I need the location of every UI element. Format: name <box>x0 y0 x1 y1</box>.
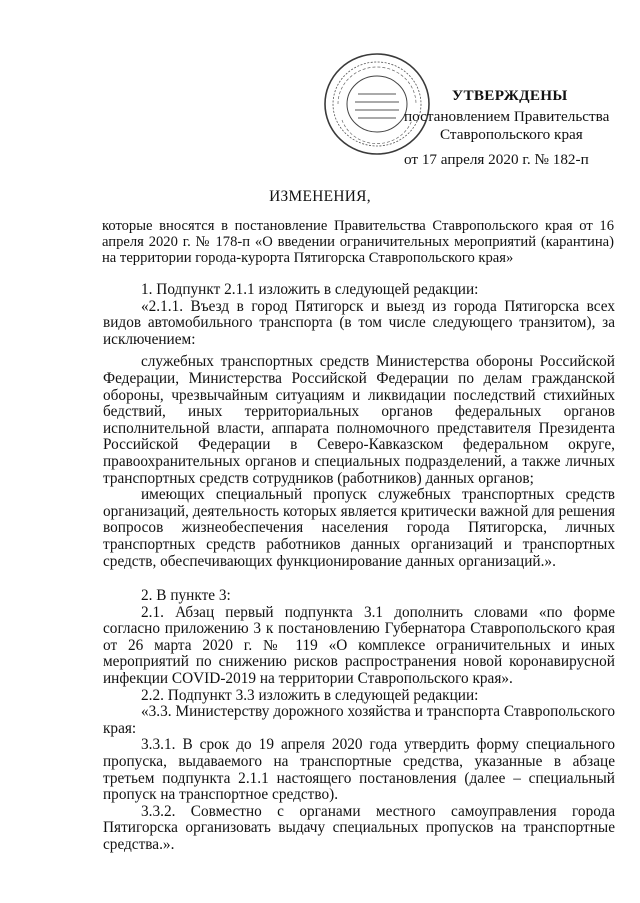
paragraph: 1. Подпункт 2.1.1 изложить в следующей редакции: <box>141 281 479 298</box>
paragraph: 3.3.1. В срок до 19 апреля 2020 года утвердить форму специального пропуска, выдаваемого на транспортные средства, указанные в абзаце третьем подпункта 2.1.1 настоящего постановления (далее – специальный пропуск на транспортное средство). <box>103 736 615 804</box>
paragraph: 2.2. Подпункт 3.3 изложить в следующей редакции: <box>141 686 479 704</box>
document-title: ИЗМЕНЕНИЯ, <box>269 188 371 205</box>
paragraph: 3.3.2. Совместно с органами местного самоуправления города Пятигорска организовать выдачу специальных пропусков на транспортные средства.». <box>103 802 615 853</box>
approval-line-date: от 17 апреля 2020 г. № 182-п <box>404 151 589 168</box>
paragraph: имеющих специальный пропуск служебных транспортных средств организаций, деятельность которых является критически важной для решения вопросов жизнеобеспечения населения города Пятигорска, личных транспортных средств работников данных организаций и транспортных средств, обеспечивающих функционирование данных организаций.». <box>103 486 615 570</box>
paragraph: «3.3. Министерству дорожного хозяйства и транспорта Ставропольского края: <box>103 703 615 737</box>
paragraph: 2.1. Абзац первый подпункта 3.1 дополнить словами «по форме согласно приложению 3 к постановлению Губернатора Ставропольского края от 26 марта 2020 г. № 119 «О комплексе ограничительных и иных мероприятий по снижению рисков распространения новой коронавирусной инфекции COVID-2019 на территории Ставропольского края». <box>103 603 615 688</box>
document-body <box>103 282 615 854</box>
spacer <box>103 570 615 588</box>
approval-line-region: Ставропольского края <box>440 126 583 143</box>
paragraph: служебных транспортных средств Министерства обороны Российской Федерации, Министерства Российской Федерации по делам гражданской обороны, чрезвычайным ситуациям и ликвидации последствий стихийных бедствий, иных территориальных органов федеральных органов исполнительной власти, аппарата полномочного представителя Президента Российской Федерации в Северо-Кавказском федеральном округе, правоохранительных органов и специальных подразделений, а также личных транспортных средств сотрудников (работников) данных органов; <box>103 353 615 487</box>
approval-heading: УТВЕРЖДЕНЫ <box>452 87 568 104</box>
official-seal-icon <box>322 50 432 158</box>
paragraph: 2. В пункте 3: <box>141 587 231 605</box>
approval-line-resolution: постановлением Правительства <box>404 108 610 125</box>
document-intro: которые вносятся в постановление Правительства Ставропольского края от 16 апреля 2020 г. № 178-п «О введении ограничительных мероприятий (карантина) на территории города-курорта Пятигорска Ставропольского края» <box>102 218 614 267</box>
paragraph: «2.1.1. Въезд в город Пятигорск и выезд из города Пятигорска всех видов автомобильного транспорта (в том числе следующего транзитом), за исключением: <box>103 297 615 348</box>
